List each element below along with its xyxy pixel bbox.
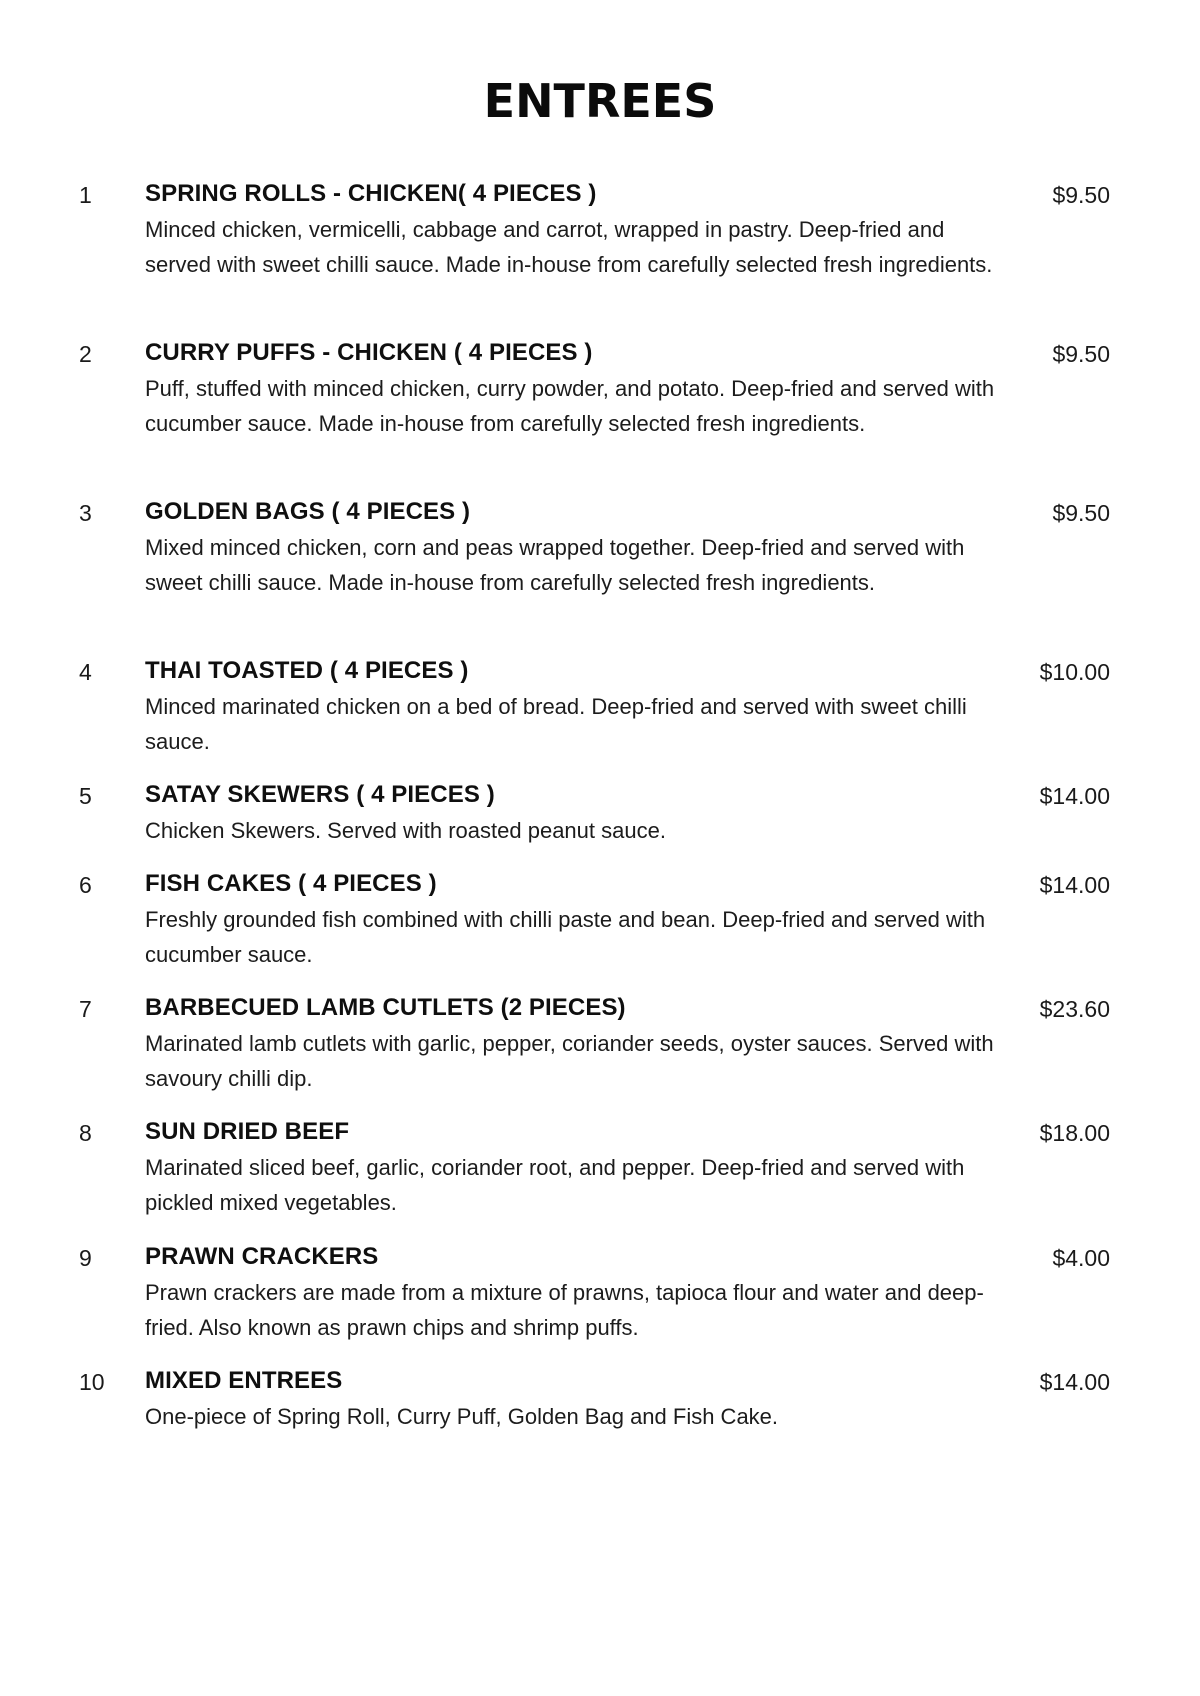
- item-price: $14.00: [1039, 872, 1110, 898]
- item-body: [145, 868, 1025, 972]
- item-number: 8: [79, 1120, 92, 1146]
- item-description: Mixed minced chicken, corn and peas wrapped together. Deep-fried and served with sweet chilli sauce. Made in-house from carefully selected fresh ingredients.: [145, 535, 965, 595]
- menu-list: [0, 178, 1200, 1454]
- item-price: $14.00: [1039, 1369, 1110, 1395]
- item-price: $9.50: [1052, 500, 1110, 526]
- item-description: Prawn crackers are made from a mixture of prawns, tapioca flour and water and deep-fried. Also known as prawn chips and shrimp puffs.: [145, 1280, 984, 1340]
- item-body: [145, 1241, 1025, 1345]
- item-price: $4.00: [1052, 1245, 1110, 1271]
- item-description: Marinated sliced beef, garlic, coriander root, and pepper. Deep-fried and served with pickled mixed vegetables.: [145, 1155, 965, 1215]
- item-number: 2: [79, 341, 92, 367]
- item-description: Puff, stuffed with minced chicken, curry powder, and potato. Deep-fried and served with cucumber sauce. Made in-house from carefully selected fresh ingredients.: [145, 376, 995, 436]
- item-description: Freshly grounded fish combined with chilli paste and bean. Deep-fried and served with cucumber sauce.: [145, 907, 986, 967]
- menu-item: [0, 496, 1200, 655]
- item-name: SATAY SKEWERS ( 4 PIECES ): [145, 781, 495, 808]
- item-name: THAI TOASTED ( 4 PIECES ): [145, 657, 469, 684]
- item-name: FISH CAKES ( 4 PIECES ): [145, 870, 437, 897]
- menu-item: [0, 1241, 1200, 1365]
- item-number: 3: [79, 500, 92, 526]
- item-name: SPRING ROLLS - CHICKEN( 4 PIECES ): [145, 180, 597, 207]
- menu-item: [0, 868, 1200, 992]
- item-body: [145, 779, 1025, 848]
- menu-item: [0, 178, 1200, 337]
- item-description: One-piece of Spring Roll, Curry Puff, Golden Bag and Fish Cake.: [145, 1404, 779, 1429]
- item-number: 6: [79, 872, 92, 898]
- item-body: [145, 992, 1025, 1096]
- item-number: 1: [79, 182, 92, 208]
- item-name: BARBECUED LAMB CUTLETS (2 PIECES): [145, 994, 626, 1021]
- item-price: $9.50: [1052, 182, 1110, 208]
- item-body: [145, 1365, 1025, 1434]
- item-description: Minced marinated chicken on a bed of bread. Deep-fried and served with sweet chilli sauce.: [145, 694, 967, 754]
- page-title: ENTREES: [483, 74, 717, 128]
- menu-item: [0, 992, 1200, 1116]
- item-name: GOLDEN BAGS ( 4 PIECES ): [145, 498, 471, 525]
- item-price: $23.60: [1039, 996, 1110, 1022]
- item-description: Marinated lamb cutlets with garlic, pepper, coriander seeds, oyster sauces. Served with savoury chilli dip.: [145, 1031, 994, 1091]
- item-name: MIXED ENTREES: [145, 1367, 343, 1394]
- item-number: 9: [79, 1245, 92, 1271]
- item-number: 4: [79, 659, 92, 685]
- item-description: Minced chicken, vermicelli, cabbage and carrot, wrapped in pastry. Deep-fried and served with sweet chilli sauce. Made in-house from carefully selected fresh ingredients.: [145, 217, 993, 277]
- item-price: $9.50: [1052, 341, 1110, 367]
- item-name: CURRY PUFFS - CHICKEN ( 4 PIECES ): [145, 339, 593, 366]
- menu-item: [0, 655, 1200, 779]
- menu-item: [0, 337, 1200, 496]
- item-name: SUN DRIED BEEF: [145, 1118, 350, 1145]
- item-body: [145, 1116, 1025, 1220]
- item-number: 7: [79, 996, 92, 1022]
- menu-item: [0, 779, 1200, 868]
- item-number: 10: [79, 1369, 105, 1395]
- item-name: PRAWN CRACKERS: [145, 1243, 379, 1270]
- item-body: [145, 337, 1025, 441]
- menu-item: [0, 1365, 1200, 1454]
- item-price: $10.00: [1039, 659, 1110, 685]
- item-body: [145, 655, 1025, 759]
- item-body: [145, 496, 1025, 600]
- item-price: $18.00: [1039, 1120, 1110, 1146]
- item-body: [145, 178, 1025, 282]
- item-number: 5: [79, 783, 92, 809]
- item-description: Chicken Skewers. Served with roasted peanut sauce.: [145, 818, 666, 843]
- item-price: $14.00: [1039, 783, 1110, 809]
- menu-item: [0, 1116, 1200, 1241]
